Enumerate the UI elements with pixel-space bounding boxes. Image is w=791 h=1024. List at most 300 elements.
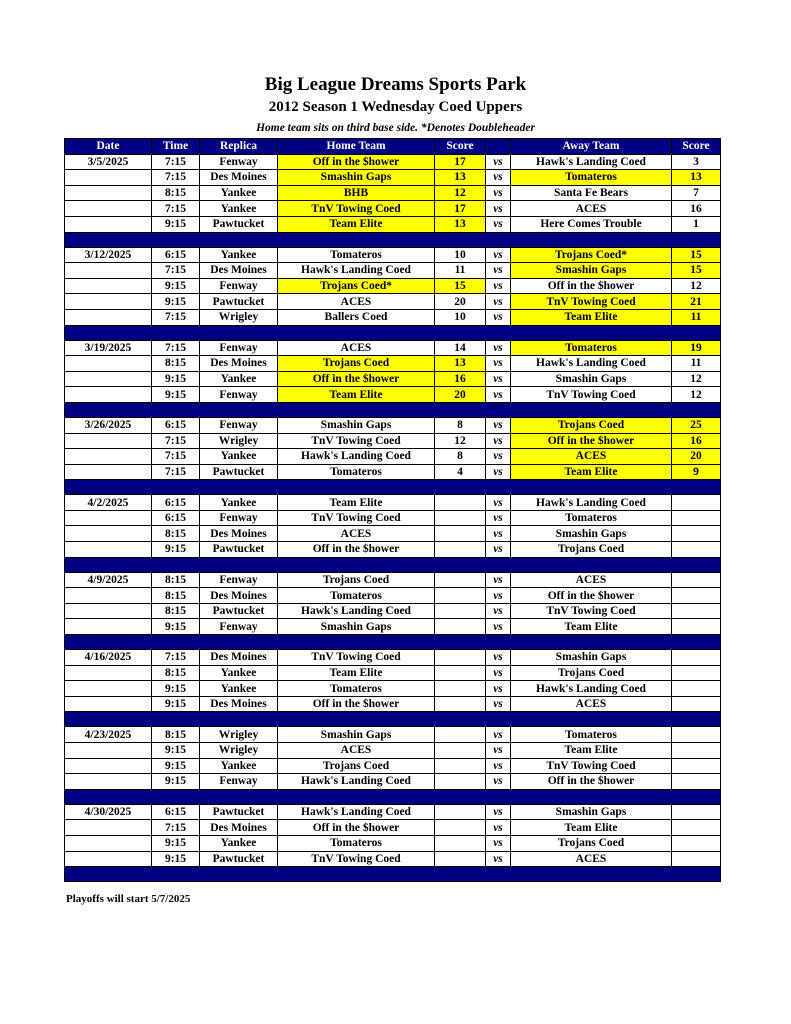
vs-cell: vs [486,464,511,480]
vs-cell: vs [486,309,511,325]
home-team-cell: Team Elite [278,665,435,681]
time-cell: 7:15 [152,820,200,836]
away-score-cell [672,851,721,867]
field-cell: Yankee [200,681,278,697]
home-score-cell [435,727,486,743]
home-team-cell: ACES [278,526,435,542]
table-row [65,154,721,170]
field-cell: Fenway [200,774,278,790]
field-cell: Fenway [200,387,278,403]
vs-cell: vs [486,665,511,681]
home-score-cell: 4 [435,464,486,480]
away-team-cell: ACES [511,696,672,712]
home-score-cell [435,619,486,635]
away-team-cell: Team Elite [511,619,672,635]
schedule-note: Home team sits on third base side. *Denotes Doubleheader [256,122,535,134]
away-team-cell: Tomateros [511,727,672,743]
table-row [65,588,721,604]
date-cell: 4/2/2025 [65,495,152,511]
table-row [65,201,721,217]
away-team-cell: Tomateros [511,510,672,526]
home-score-cell: 15 [435,278,486,294]
home-score-cell: 8 [435,417,486,433]
footer-note: Playoffs will start 5/7/2025 [66,893,191,905]
table-row [65,387,721,403]
away-team-cell: Trojans Coed [511,542,672,558]
page-subtitle: 2012 Season 1 Wednesday Coed Uppers [268,99,523,115]
date-cell [65,433,152,449]
date-cell [65,820,152,836]
home-team-cell: BHB [278,185,435,201]
field-cell: Yankee [200,495,278,511]
away-score-cell [672,526,721,542]
vs-cell: vs [486,526,511,542]
date-cell [65,758,152,774]
vs-cell: vs [486,835,511,851]
away-score-cell [672,665,721,681]
week-separator-row [65,867,721,882]
time-cell: 7:15 [152,340,200,356]
week-separator [65,232,721,247]
away-score-cell [672,572,721,588]
home-team-cell: Tomateros [278,247,435,263]
away-team-cell: Tomateros [511,170,672,186]
away-score-cell: 12 [672,278,721,294]
away-team-cell: ACES [511,449,672,465]
vs-cell: vs [486,588,511,604]
home-score-cell [435,588,486,604]
home-score-cell: 13 [435,216,486,232]
date-cell [65,294,152,310]
table-row [65,216,721,232]
date-cell [65,696,152,712]
vs-cell: vs [486,542,511,558]
home-score-cell: 14 [435,340,486,356]
col-header-time: Time [152,139,200,155]
home-score-cell [435,542,486,558]
table-row [65,417,721,433]
vs-cell: vs [486,278,511,294]
home-team-cell: Team Elite [278,495,435,511]
field-cell: Yankee [200,201,278,217]
vs-cell: vs [486,340,511,356]
time-cell: 9:15 [152,216,200,232]
away-team-cell: Smashin Gaps [511,650,672,666]
field-cell: Pawtucket [200,851,278,867]
table-row [65,526,721,542]
week-separator-row [65,635,721,650]
away-score-cell: 21 [672,294,721,310]
time-cell: 7:15 [152,464,200,480]
time-cell: 7:15 [152,433,200,449]
away-score-cell [672,681,721,697]
field-cell: Pawtucket [200,542,278,558]
table-row [65,603,721,619]
away-score-cell: 3 [672,154,721,170]
table-row [65,449,721,465]
time-cell: 9:15 [152,542,200,558]
time-cell: 6:15 [152,417,200,433]
table-row [65,774,721,790]
time-cell: 8:15 [152,588,200,604]
home-team-cell: Off in the $hower [278,154,435,170]
home-team-cell: ACES [278,340,435,356]
table-row [65,835,721,851]
vs-cell: vs [486,433,511,449]
home-team-cell: TnV Towing Coed [278,433,435,449]
time-cell: 7:15 [152,449,200,465]
time-cell: 9:15 [152,835,200,851]
away-score-cell [672,743,721,759]
away-score-cell [672,727,721,743]
field-cell: Yankee [200,247,278,263]
date-cell [65,309,152,325]
vs-cell: vs [486,371,511,387]
home-team-cell: Tomateros [278,588,435,604]
vs-cell: vs [486,216,511,232]
field-cell: Yankee [200,185,278,201]
home-score-cell: 12 [435,185,486,201]
home-score-cell: 13 [435,356,486,372]
schedule-body [65,154,721,882]
home-team-cell: Hawk's Landing Coed [278,449,435,465]
field-cell: Des Moines [200,820,278,836]
vs-cell: vs [486,758,511,774]
away-score-cell: 16 [672,201,721,217]
away-score-cell: 25 [672,417,721,433]
time-cell: 8:15 [152,603,200,619]
table-row [65,371,721,387]
field-cell: Fenway [200,417,278,433]
date-cell [65,603,152,619]
col-header-date: Date [65,139,152,155]
away-score-cell: 9 [672,464,721,480]
vs-cell: vs [486,263,511,279]
table-row [65,356,721,372]
date-cell: 4/30/2025 [65,804,152,820]
vs-cell: vs [486,804,511,820]
field-cell: Yankee [200,758,278,774]
away-team-cell: Hawk's Landing Coed [511,154,672,170]
table-row [65,510,721,526]
field-cell: Wrigley [200,743,278,759]
col-header-replica: Replica [200,139,278,155]
date-cell: 3/12/2025 [65,247,152,263]
vs-cell: vs [486,417,511,433]
away-score-cell [672,542,721,558]
date-cell [65,449,152,465]
week-separator [65,712,721,727]
away-team-cell: ACES [511,851,672,867]
away-score-cell: 16 [672,433,721,449]
table-row [65,278,721,294]
away-team-cell: Team Elite [511,820,672,836]
time-cell: 9:15 [152,387,200,403]
field-cell: Des Moines [200,263,278,279]
date-cell [65,681,152,697]
away-score-cell: 1 [672,216,721,232]
away-team-cell: TnV Towing Coed [511,387,672,403]
home-team-cell: Ballers Coed [278,309,435,325]
home-score-cell: 20 [435,294,486,310]
date-cell: 3/19/2025 [65,340,152,356]
week-separator [65,789,721,804]
time-cell: 9:15 [152,681,200,697]
home-team-cell: Off in the $hower [278,820,435,836]
field-cell: Yankee [200,835,278,851]
away-score-cell: 11 [672,309,721,325]
home-score-cell [435,758,486,774]
date-cell [65,185,152,201]
date-cell [65,851,152,867]
away-team-cell: TnV Towing Coed [511,294,672,310]
away-score-cell [672,758,721,774]
field-cell: Pawtucket [200,216,278,232]
field-cell: Pawtucket [200,804,278,820]
away-score-cell: 11 [672,356,721,372]
away-team-cell: Trojans Coed* [511,247,672,263]
table-row [65,619,721,635]
date-cell [65,356,152,372]
vs-cell: vs [486,727,511,743]
away-team-cell: ACES [511,201,672,217]
home-team-cell: Hawk's Landing Coed [278,804,435,820]
away-score-cell [672,696,721,712]
home-score-cell: 20 [435,387,486,403]
time-cell: 8:15 [152,727,200,743]
field-cell: Des Moines [200,170,278,186]
away-score-cell [672,820,721,836]
time-cell: 6:15 [152,510,200,526]
table-row [65,727,721,743]
time-cell: 8:15 [152,356,200,372]
table-row [65,681,721,697]
vs-cell: vs [486,743,511,759]
table-row [65,294,721,310]
time-cell: 9:15 [152,294,200,310]
home-score-cell [435,774,486,790]
home-team-cell: TnV Towing Coed [278,851,435,867]
away-score-cell [672,510,721,526]
week-separator [65,867,721,882]
home-team-cell: ACES [278,743,435,759]
date-cell [65,170,152,186]
vs-cell: vs [486,185,511,201]
week-separator-row [65,712,721,727]
field-cell: Des Moines [200,356,278,372]
away-team-cell: Santa Fe Bears [511,185,672,201]
time-cell: 7:15 [152,309,200,325]
table-row [65,340,721,356]
week-separator-row [65,480,721,495]
away-score-cell: 19 [672,340,721,356]
week-separator-row [65,789,721,804]
table-row [65,572,721,588]
home-team-cell: Team Elite [278,387,435,403]
away-team-cell: Here Comes Trouble [511,216,672,232]
home-team-cell: Off in the $hower [278,542,435,558]
week-separator-row [65,557,721,572]
away-team-cell: Team Elite [511,464,672,480]
table-row [65,247,721,263]
away-score-cell [672,804,721,820]
schedule-table [64,138,721,882]
away-team-cell: Hawk's Landing Coed [511,495,672,511]
date-cell: 4/23/2025 [65,727,152,743]
field-cell: Fenway [200,340,278,356]
field-cell: Fenway [200,572,278,588]
vs-cell: vs [486,650,511,666]
field-cell: Des Moines [200,650,278,666]
home-score-cell [435,696,486,712]
away-team-cell: Team Elite [511,743,672,759]
vs-cell: vs [486,170,511,186]
time-cell: 6:15 [152,495,200,511]
table-row [65,495,721,511]
time-cell: 9:15 [152,758,200,774]
date-cell [65,464,152,480]
home-score-cell [435,650,486,666]
vs-cell: vs [486,495,511,511]
time-cell: 7:15 [152,201,200,217]
time-cell: 7:15 [152,154,200,170]
away-score-cell: 7 [672,185,721,201]
home-score-cell [435,495,486,511]
away-team-cell: Smashin Gaps [511,263,672,279]
home-score-cell [435,804,486,820]
table-row [65,804,721,820]
vs-cell: vs [486,696,511,712]
field-cell: Wrigley [200,433,278,449]
table-row [65,743,721,759]
away-team-cell: Hawk's Landing Coed [511,681,672,697]
home-score-cell [435,681,486,697]
vs-cell: vs [486,681,511,697]
vs-cell: vs [486,247,511,263]
vs-cell: vs [486,201,511,217]
time-cell: 9:15 [152,743,200,759]
week-separator [65,480,721,495]
field-cell: Yankee [200,449,278,465]
col-header-away-team: Away Team [511,139,672,155]
home-team-cell: Smashin Gaps [278,727,435,743]
home-team-cell: Off in the $hower [278,371,435,387]
home-score-cell: 8 [435,449,486,465]
home-team-cell: Smashin Gaps [278,417,435,433]
away-team-cell: Smashin Gaps [511,371,672,387]
home-score-cell [435,572,486,588]
away-team-cell: Smashin Gaps [511,804,672,820]
away-team-cell: Smashin Gaps [511,526,672,542]
away-score-cell [672,495,721,511]
field-cell: Fenway [200,510,278,526]
week-separator [65,635,721,650]
date-cell: 3/26/2025 [65,417,152,433]
vs-cell: vs [486,387,511,403]
week-separator-row [65,325,721,340]
field-cell: Yankee [200,665,278,681]
home-team-cell: Trojans Coed [278,572,435,588]
date-cell [65,619,152,635]
home-team-cell: Trojans Coed* [278,278,435,294]
away-score-cell [672,603,721,619]
home-team-cell: Hawk's Landing Coed [278,603,435,619]
date-cell [65,201,152,217]
time-cell: 8:15 [152,185,200,201]
time-cell: 9:15 [152,619,200,635]
home-score-cell: 13 [435,170,486,186]
date-cell [65,371,152,387]
away-score-cell [672,835,721,851]
vs-cell: vs [486,820,511,836]
date-cell [65,263,152,279]
table-row [65,542,721,558]
vs-cell: vs [486,851,511,867]
away-team-cell: Trojans Coed [511,665,672,681]
table-row [65,309,721,325]
date-cell [65,665,152,681]
away-team-cell: Trojans Coed [511,417,672,433]
field-cell: Wrigley [200,727,278,743]
col-header-home-team: Home Team [278,139,435,155]
week-separator [65,325,721,340]
home-score-cell [435,835,486,851]
time-cell: 7:15 [152,263,200,279]
away-score-cell [672,774,721,790]
date-cell: 4/9/2025 [65,572,152,588]
home-score-cell [435,665,486,681]
home-score-cell [435,526,486,542]
away-team-cell: Off in the $hower [511,588,672,604]
time-cell: 9:15 [152,371,200,387]
field-cell: Wrigley [200,309,278,325]
table-row [65,170,721,186]
away-score-cell: 12 [672,371,721,387]
field-cell: Pawtucket [200,603,278,619]
time-cell: 9:15 [152,278,200,294]
date-cell [65,278,152,294]
field-cell: Pawtucket [200,464,278,480]
away-score-cell [672,619,721,635]
home-score-cell [435,603,486,619]
home-score-cell [435,510,486,526]
away-score-cell: 13 [672,170,721,186]
away-team-cell: TnV Towing Coed [511,603,672,619]
field-cell: Pawtucket [200,294,278,310]
table-row [65,263,721,279]
home-team-cell: TnV Towing Coed [278,201,435,217]
field-cell: Des Moines [200,526,278,542]
away-score-cell: 15 [672,263,721,279]
date-cell [65,526,152,542]
time-cell: 8:15 [152,526,200,542]
time-cell: 6:15 [152,804,200,820]
vs-cell: vs [486,449,511,465]
home-score-cell: 11 [435,263,486,279]
away-team-cell: Team Elite [511,309,672,325]
date-cell [65,588,152,604]
away-team-cell: Hawk's Landing Coed [511,356,672,372]
vs-cell: vs [486,154,511,170]
page-title: Big League Dreams Sports Park [264,74,527,95]
table-row [65,433,721,449]
vs-cell: vs [486,774,511,790]
week-separator [65,402,721,417]
week-separator-row [65,232,721,247]
away-team-cell: Off in the $hower [511,774,672,790]
date-cell [65,835,152,851]
home-team-cell: TnV Towing Coed [278,510,435,526]
